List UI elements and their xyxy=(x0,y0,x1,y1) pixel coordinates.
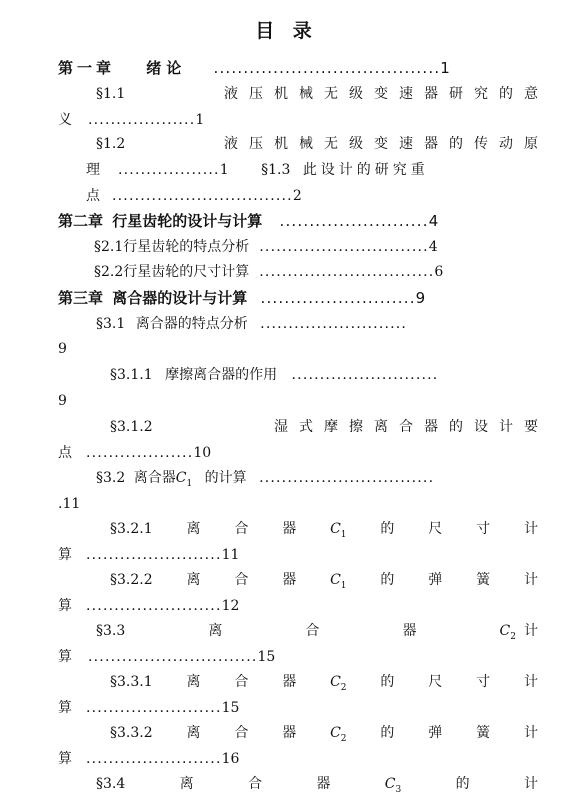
toc-entry-3-3-2-cont xyxy=(58,749,239,769)
symbol-c1: $C_1$ xyxy=(175,470,193,489)
entry-word: 计 xyxy=(523,725,538,741)
leader-dots: .......................... xyxy=(260,289,416,307)
toc-entry-3-2[interactable] xyxy=(96,468,434,494)
entry-word: 离 xyxy=(186,521,201,537)
leader-dots: ............................... xyxy=(259,264,435,280)
entry-word: 尺 xyxy=(428,521,443,537)
entry-tail: 点 xyxy=(58,445,72,461)
toc-entry-2-1[interactable] xyxy=(94,237,438,257)
page-number: 1 xyxy=(440,59,450,77)
toc-entry-3-1-1[interactable] xyxy=(110,365,438,385)
entry-word: 合 xyxy=(234,521,249,537)
symbol-c2: $C_2$ xyxy=(499,623,516,642)
chapter-name: 离合器的设计与计算 xyxy=(112,289,248,307)
entry-tail: 点 xyxy=(86,188,100,204)
entry-word: 尺 xyxy=(428,674,443,690)
leader-dots: ................... xyxy=(88,112,196,128)
entry-word: 合 xyxy=(305,623,320,639)
entry-tail: 算 xyxy=(58,598,72,614)
symbol-c1: $C_1$ xyxy=(330,521,347,540)
entry-word: 的 xyxy=(380,725,395,741)
entry-tail-group xyxy=(500,621,538,647)
entry-word: 计 xyxy=(523,776,538,792)
toc-entry-3-2-2[interactable] xyxy=(110,570,538,596)
toc-entry-3-4[interactable] xyxy=(96,774,538,800)
toc-entry-3-2-1[interactable] xyxy=(110,519,538,545)
entry-text: 此设计的研究重 xyxy=(302,162,429,178)
page-title: 目 录 xyxy=(255,20,318,42)
symbol-c3: $C_3$ xyxy=(384,776,402,795)
page-number: 15 xyxy=(257,649,276,665)
entry-word: 簧 xyxy=(476,725,491,741)
entry-word: 计 xyxy=(523,572,538,588)
chapter-label: 第三章 xyxy=(58,289,104,307)
leader-dots: ......................... xyxy=(279,212,429,230)
toc-entry-3-3[interactable] xyxy=(96,621,538,647)
page-number: 4 xyxy=(428,212,439,230)
entry-word: 合 xyxy=(234,572,249,588)
page-number: 12 xyxy=(221,598,240,614)
leader-dots: .............................. xyxy=(259,239,429,255)
toc-entry-3-1-2[interactable] xyxy=(110,417,549,437)
entry-word: 合 xyxy=(234,674,249,690)
entry-label: §3.3.2 xyxy=(110,725,153,741)
page-number: 1 xyxy=(219,162,229,178)
entry-tail: 算 xyxy=(58,649,72,665)
chapter-label: 第一章 xyxy=(58,59,116,77)
toc-entry-3-1-2-cont xyxy=(58,443,211,463)
toc-entry-1-2-cont xyxy=(86,160,540,180)
page-number: 11 xyxy=(221,547,240,563)
symbol-c1: $C_1$ xyxy=(330,572,347,591)
entry-label: §3.2.2 xyxy=(110,572,153,588)
entry-text: 摩擦离合器的作用 xyxy=(165,367,278,383)
leader-dots: .......................... xyxy=(260,316,408,332)
entry-word: 寸 xyxy=(476,521,491,537)
toc-chapter-1[interactable] xyxy=(58,58,538,78)
entry-word: 器 xyxy=(282,572,297,588)
leader-dots: ........................ xyxy=(86,547,222,563)
entry-label: §1.3 xyxy=(261,162,291,178)
entry-text: 行星齿轮的特点分析 xyxy=(123,239,250,255)
entry-word: 合 xyxy=(234,725,249,741)
entry-word: 离 xyxy=(208,623,223,639)
toc-entry-3-2-2-cont xyxy=(58,596,239,616)
symbol-c2: $C_2$ xyxy=(330,725,347,744)
toc-entry-3-3-2[interactable] xyxy=(110,723,538,749)
page-number: .11 xyxy=(58,496,81,512)
entry-label: §3.1.1 xyxy=(110,367,153,383)
chapter-name: 行星齿轮的设计与计算 xyxy=(112,212,263,230)
entry-tail: 算 xyxy=(58,547,72,563)
entry-word: 计 xyxy=(523,674,538,690)
entry-word: 器 xyxy=(282,725,297,741)
toc-entry-3-3-1[interactable] xyxy=(110,672,538,698)
entry-word: 计 xyxy=(523,623,538,639)
entry-label: §3.2.1 xyxy=(110,521,153,537)
entry-word: 的 xyxy=(455,776,470,792)
toc-chapter-3[interactable] xyxy=(58,288,425,308)
page-number: 15 xyxy=(221,700,240,716)
entry-tail: 算 xyxy=(58,751,72,767)
entry-word: 计 xyxy=(523,521,538,537)
page-number: 2 xyxy=(292,188,302,204)
entry-word: 弹 xyxy=(428,725,443,741)
toc-entry-3-1[interactable] xyxy=(96,314,407,334)
entry-label: §2.2 xyxy=(94,264,124,280)
symbol-c2: $C_2$ xyxy=(330,674,347,693)
entry-label: §3.2 xyxy=(96,470,126,486)
leader-dots: ........................ xyxy=(86,751,222,767)
toc-entry-3-3-cont xyxy=(58,647,275,667)
page-number: 6 xyxy=(434,264,444,280)
page-number: 1 xyxy=(195,112,205,128)
entry-word: 离 xyxy=(186,572,201,588)
entry-label: §1.1 xyxy=(96,86,126,102)
entry-word: 离 xyxy=(179,776,194,792)
leader-dots: ................... xyxy=(86,445,194,461)
entry-text: 液压机械无级变速器研究的意 xyxy=(224,86,549,102)
entry-word: 器 xyxy=(402,623,417,639)
entry-word: 簧 xyxy=(476,572,491,588)
entry-word: 的 xyxy=(380,674,395,690)
toc-entry-3-3-1-cont xyxy=(58,698,239,718)
chapter-name: 绪论 xyxy=(146,59,187,77)
entry-label: §3.3 xyxy=(96,623,126,639)
page-number: 9 xyxy=(58,341,67,357)
entry-word: 离 xyxy=(186,674,201,690)
entry-word: 寸 xyxy=(476,674,491,690)
entry-tail: 算 xyxy=(58,700,72,716)
leader-dots: ........................ xyxy=(86,598,222,614)
entry-label: §3.4 xyxy=(96,776,126,792)
entry-text: 行星齿轮的尺寸计算 xyxy=(123,264,250,280)
leader-dots: ...................................... xyxy=(213,59,441,77)
page-number: 16 xyxy=(221,751,240,767)
entry-label: §2.1 xyxy=(94,239,124,255)
toc-entry-1-1[interactable] xyxy=(96,84,549,104)
entry-label: §3.1.2 xyxy=(110,419,153,435)
toc-entry-2-2[interactable] xyxy=(94,262,443,282)
entry-word: 器 xyxy=(316,776,331,792)
entry-word: 离 xyxy=(186,725,201,741)
leader-dots: .................. xyxy=(118,162,220,178)
entry-word: 合 xyxy=(248,776,263,792)
page-number: 10 xyxy=(193,445,212,461)
entry-label: §1.2 xyxy=(96,136,126,152)
leader-dots: ................................ xyxy=(112,188,293,204)
toc-entry-3-2-1-cont xyxy=(58,545,239,565)
chapter-label: 第二章 xyxy=(58,212,104,230)
page-number: 9 xyxy=(415,289,426,307)
entry-text: 液压机械无级变速器的传动原 xyxy=(224,136,549,152)
leader-dots: ........................ xyxy=(86,700,222,716)
leader-dots: .......................... xyxy=(291,367,439,383)
entry-tail: 义 xyxy=(58,112,72,128)
toc-entry-1-3-cont xyxy=(86,186,302,206)
entry-text: 湿式摩擦离合器的设计要 xyxy=(274,419,549,435)
toc-entry-1-1-cont xyxy=(58,110,204,130)
leader-dots: ............................... xyxy=(259,470,435,486)
entry-label: §3.3.1 xyxy=(110,674,153,690)
entry-word: 弹 xyxy=(428,572,443,588)
entry-label: §3.1 xyxy=(96,316,126,332)
entry-word: 的 xyxy=(380,572,395,588)
entry-word: 器 xyxy=(282,521,297,537)
toc-entry-1-2[interactable] xyxy=(96,134,549,154)
page-number: 4 xyxy=(428,239,438,255)
entry-text: 离合器 xyxy=(133,470,176,486)
page-number: 9 xyxy=(58,393,67,409)
toc-chapter-2[interactable] xyxy=(58,211,438,231)
entry-word: 器 xyxy=(282,674,297,690)
entry-text: 离合器的特点分析 xyxy=(135,316,248,332)
leader-dots: .............................. xyxy=(88,649,258,665)
entry-tail: 理 xyxy=(86,162,100,178)
entry-word: 的 xyxy=(380,521,395,537)
entry-text-post: 的计算 xyxy=(204,470,247,486)
